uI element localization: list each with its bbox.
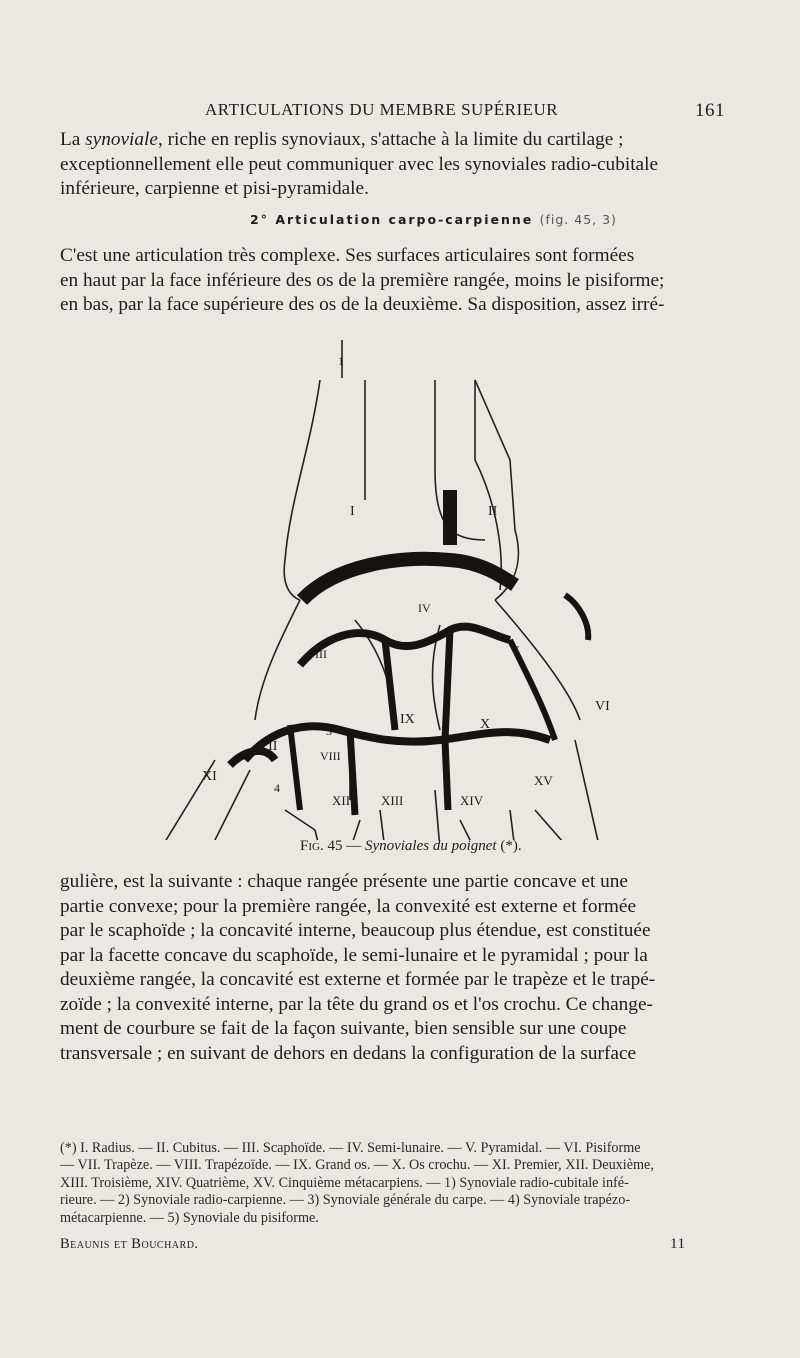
label-pisiforme: VI xyxy=(595,699,610,714)
synovial-general-branch xyxy=(385,640,395,730)
synovial-cavities xyxy=(230,490,588,815)
figure-caption xyxy=(300,838,600,855)
paragraph-disposition xyxy=(60,870,766,1066)
synovial-general-branch-5 xyxy=(290,725,300,810)
label-grand-os: IX xyxy=(400,712,415,727)
text-line: gulière, est la suivante : chaque rangée présente une partie concave et une xyxy=(60,871,628,892)
metacarpal-XIII-line xyxy=(350,820,360,840)
number-label-4: 4 xyxy=(274,781,280,795)
footnote-line: XIII. Troisième, XIV. Quatrième, XV. Cinquième métacarpiens. — 1) Synoviale radio-cubitale infé- xyxy=(60,1174,629,1191)
metacarpal-XIV-line-2 xyxy=(460,820,475,840)
footnote-line: (*) I. Radius. — II. Cubitus. — III. Scaphoïde. — IV. Semi-lunaire. — V. Pyramidal. — VI. Pisiforme xyxy=(60,1140,641,1156)
text-line: C'est une articulation très complexe. Ses surfaces articulaires sont formées xyxy=(60,245,635,266)
figure-footnote xyxy=(60,1140,766,1227)
synovial-radio-carpienne xyxy=(302,559,515,600)
radius-outline xyxy=(284,380,320,600)
paragraph-carpo-carpienne xyxy=(60,244,766,318)
label-scaphoide: III xyxy=(315,647,327,661)
running-header xyxy=(205,100,725,120)
text-line: par la facette concave du scaphoïde, le semi-lunaire et le pyramidal ; pour la xyxy=(60,944,648,966)
footnote-line: métacarpienne. — 5) Synoviale du pisiforme. xyxy=(60,1209,319,1226)
text-line: zoïde ; la convexité interne, par la tête du grand os et l'os crochu. Ce change- xyxy=(60,993,653,1015)
section-number: 2° xyxy=(250,212,269,227)
wrist-synovial-illustration xyxy=(150,340,630,840)
metacarpal-XV-line xyxy=(510,810,515,840)
text-line: transversale ; en suivant de dehors en dedans la configuration de la surface xyxy=(60,1042,637,1064)
number-label-1: 1 xyxy=(338,354,344,368)
label-metacarpien-1: XI xyxy=(202,769,217,784)
page-number: 161 xyxy=(695,100,725,121)
label-os-crochu: X xyxy=(480,717,491,732)
number-label-3: 3 xyxy=(326,724,332,738)
synovial-pisiforme xyxy=(565,595,588,640)
printer-signature xyxy=(60,1236,760,1253)
text-line: inférieure, carpienne et pisi-pyramidale. xyxy=(60,178,369,199)
number-label-2: 2 xyxy=(485,584,491,598)
metacarpal-XII-line xyxy=(285,810,315,830)
text-line: en bas, par la face supérieure des os de la deuxième. Sa disposition, assez irré- xyxy=(60,294,665,315)
bone-outlines xyxy=(160,340,600,840)
metacarpal-XIV-line xyxy=(435,790,440,840)
synovial-general-branch-3 xyxy=(350,730,355,815)
caption-figure-number: Fig. 45 — xyxy=(300,838,362,854)
label-metacarpien-3: XIII xyxy=(381,793,404,808)
text-line: partie convexe; pour la première rangée, la convexité est externe et formée xyxy=(60,895,636,917)
paragraph-synoviale xyxy=(60,128,766,202)
text-line: en haut par la face inférieure des os de la première rangée, moins le pisiforme; xyxy=(60,269,665,291)
caption-footnote-ref: (*). xyxy=(500,838,522,854)
text-line: deuxième rangée, la concavité est externe et formée par le trapèze et le trapé- xyxy=(60,969,656,990)
signature-number: 11 xyxy=(670,1236,686,1252)
text-line: par le scaphoïde ; la concavité interne, beaucoup plus étendue, est constituée xyxy=(60,920,651,941)
label-trapeze: VII xyxy=(258,739,278,754)
label-metacarpien-2: XII xyxy=(332,793,351,808)
label-semi-lunaire: IV xyxy=(418,601,431,615)
footnote-line: rieure. — 2) Synoviale radio-carpienne. — 3) Synoviale générale du carpe. — 4) Synoviale trapézo- xyxy=(60,1192,631,1209)
footnote-line: — VII. Trapèze. — VIII. Trapézoïde. — IX. Grand os. — X. Os crochu. — XI. Premier, XII. Deuxième, xyxy=(60,1157,654,1174)
synovial-general-branch-4 xyxy=(445,740,448,810)
section-subheading xyxy=(250,212,750,227)
caption-title: Synoviales du poignet xyxy=(364,838,497,854)
text-line: La synoviale, riche en replis synoviaux, s'attache à la limite du cartilage ; xyxy=(60,129,624,150)
figure-synovial-diagram xyxy=(150,340,630,840)
section-title: Articulation carpo-carpienne xyxy=(275,212,534,227)
label-metacarpien-4: XIV xyxy=(460,793,484,808)
figure-reference: (fig. 45, 3) xyxy=(539,212,617,227)
metacarpal-XV-line-3 xyxy=(575,740,600,840)
text-line: ment de courbure se fait de la façon suivante, bien sensible sur une coupe xyxy=(60,1018,627,1039)
synovial-general-branch-2 xyxy=(445,630,450,740)
running-title: ARTICULATIONS DU MEMBRE SUPÉRIEUR xyxy=(205,100,559,119)
label-metacarpien-5: XV xyxy=(534,773,553,788)
ulna-outline xyxy=(435,380,485,540)
label-pyramidal: V xyxy=(510,643,520,658)
metacarpal-XIII-line-2 xyxy=(380,810,385,840)
label-radius: I xyxy=(350,504,355,519)
label-ulna: II xyxy=(488,504,498,519)
carpus-outline-left xyxy=(255,600,300,720)
signature-authors: Beaunis et Bouchard. xyxy=(60,1236,199,1252)
text-line: exceptionnellement elle peut communiquer avec les synoviales radio-cubitale xyxy=(60,153,659,175)
synovial-general-upper xyxy=(300,627,510,665)
label-trapezoide: VIII xyxy=(320,749,341,763)
metacarpal-XV-line-2 xyxy=(535,810,570,840)
